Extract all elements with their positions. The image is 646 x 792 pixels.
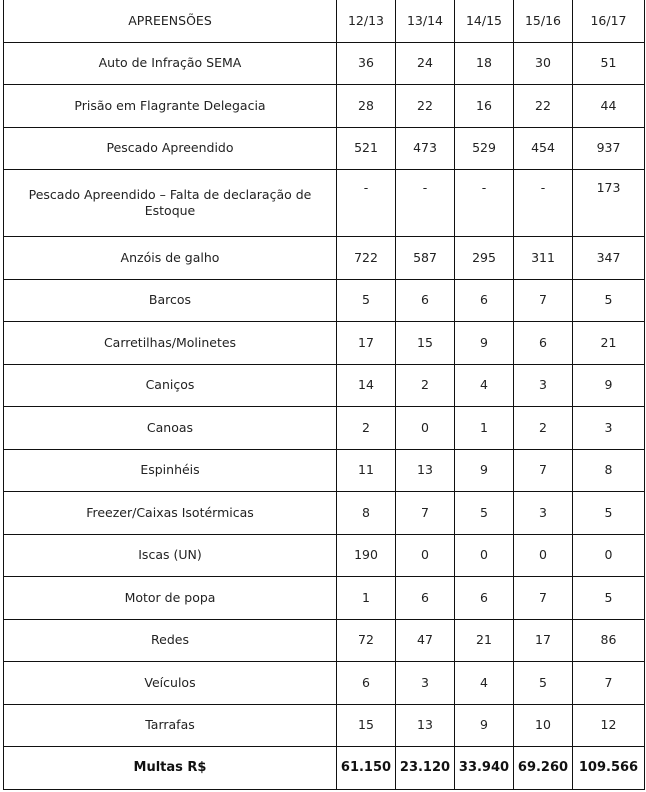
cell-value: - <box>514 170 573 237</box>
cell-value: 11 <box>337 449 396 492</box>
total-row <box>4 747 645 790</box>
cell-value: 0 <box>396 407 455 450</box>
cell-value: 7 <box>573 662 645 705</box>
cell-value: 7 <box>514 279 573 322</box>
cell-value: 190 <box>337 534 396 577</box>
table-row <box>4 170 645 237</box>
cell-value: 5 <box>573 492 645 535</box>
total-value: 61.150 <box>337 747 396 790</box>
row-label: Motor de popa <box>4 577 337 620</box>
cell-value: 2 <box>396 364 455 407</box>
table-row <box>4 127 645 170</box>
cell-value: 2 <box>337 407 396 450</box>
row-label: Tarrafas <box>4 704 337 747</box>
total-value: 69.260 <box>514 747 573 790</box>
cell-value: 4 <box>455 662 514 705</box>
cell-value: 722 <box>337 237 396 280</box>
cell-value: - <box>337 170 396 237</box>
table-row <box>4 85 645 128</box>
table-row <box>4 662 645 705</box>
cell-value: 44 <box>573 85 645 128</box>
cell-value: 4 <box>455 364 514 407</box>
cell-value: 0 <box>573 534 645 577</box>
header-year: 13/14 <box>396 0 455 42</box>
cell-value: 3 <box>514 364 573 407</box>
row-label: Carretilhas/Molinetes <box>4 322 337 365</box>
row-label: Veículos <box>4 662 337 705</box>
table-row <box>4 407 645 450</box>
row-label: Canoas <box>4 407 337 450</box>
cell-value: 6 <box>337 662 396 705</box>
cell-value: 295 <box>455 237 514 280</box>
cell-value: 51 <box>573 42 645 85</box>
cell-value: 587 <box>396 237 455 280</box>
cell-value: 7 <box>514 449 573 492</box>
cell-value: 15 <box>396 322 455 365</box>
cell-value: 17 <box>514 619 573 662</box>
cell-value: 7 <box>514 577 573 620</box>
cell-value: 14 <box>337 364 396 407</box>
cell-value: 15 <box>337 704 396 747</box>
total-value: 23.120 <box>396 747 455 790</box>
cell-value: 18 <box>455 42 514 85</box>
cell-value: 5 <box>573 279 645 322</box>
cell-value: 21 <box>455 619 514 662</box>
row-label: Pescado Apreendido – Falta de declaração de Estoque <box>4 170 337 237</box>
table-row <box>4 42 645 85</box>
total-value: 109.566 <box>573 747 645 790</box>
cell-value: 9 <box>455 322 514 365</box>
row-label: Redes <box>4 619 337 662</box>
cell-value: 22 <box>396 85 455 128</box>
cell-value: 86 <box>573 619 645 662</box>
table-row <box>4 534 645 577</box>
cell-value: 454 <box>514 127 573 170</box>
cell-value: 6 <box>455 279 514 322</box>
cell-value: 24 <box>396 42 455 85</box>
cell-value: 16 <box>455 85 514 128</box>
cell-value: 347 <box>573 237 645 280</box>
cell-value: 9 <box>455 704 514 747</box>
table-row <box>4 704 645 747</box>
table-row <box>4 449 645 492</box>
cell-value: 5 <box>337 279 396 322</box>
header-year: 12/13 <box>337 0 396 42</box>
row-label: Pescado Apreendido <box>4 127 337 170</box>
cell-value: 1 <box>337 577 396 620</box>
row-label: Barcos <box>4 279 337 322</box>
cell-value: 311 <box>514 237 573 280</box>
row-label: Iscas (UN) <box>4 534 337 577</box>
cell-value: 17 <box>337 322 396 365</box>
cell-value: 8 <box>573 449 645 492</box>
cell-value: 0 <box>455 534 514 577</box>
header-year: 14/15 <box>455 0 514 42</box>
cell-value: 173 <box>573 170 645 237</box>
cell-value: 473 <box>396 127 455 170</box>
cell-value: 5 <box>573 577 645 620</box>
header-row <box>4 0 645 42</box>
cell-value: 0 <box>396 534 455 577</box>
cell-value: 0 <box>514 534 573 577</box>
total-value: 33.940 <box>455 747 514 790</box>
cell-value: 5 <box>455 492 514 535</box>
cell-value: 6 <box>455 577 514 620</box>
cell-value: 529 <box>455 127 514 170</box>
row-label: Prisão em Flagrante Delegacia <box>4 85 337 128</box>
cell-value: 30 <box>514 42 573 85</box>
cell-value: 1 <box>455 407 514 450</box>
cell-value: 10 <box>514 704 573 747</box>
header-year: 15/16 <box>514 0 573 42</box>
table-row <box>4 322 645 365</box>
apreensoes-table <box>3 0 645 790</box>
cell-value: 9 <box>573 364 645 407</box>
row-label: Freezer/Caixas Isotérmicas <box>4 492 337 535</box>
cell-value: 521 <box>337 127 396 170</box>
cell-value: 3 <box>573 407 645 450</box>
cell-value: 3 <box>514 492 573 535</box>
cell-value: 6 <box>396 577 455 620</box>
cell-value: 6 <box>514 322 573 365</box>
table-row <box>4 237 645 280</box>
cell-value: 72 <box>337 619 396 662</box>
cell-value: - <box>396 170 455 237</box>
table-row <box>4 364 645 407</box>
row-label: Espinhéis <box>4 449 337 492</box>
total-label: Multas R$ <box>4 747 337 790</box>
cell-value: 7 <box>396 492 455 535</box>
cell-value: 12 <box>573 704 645 747</box>
header-year: 16/17 <box>573 0 645 42</box>
cell-value: 8 <box>337 492 396 535</box>
table-row <box>4 619 645 662</box>
cell-value: 22 <box>514 85 573 128</box>
cell-value: 13 <box>396 449 455 492</box>
cell-value: 2 <box>514 407 573 450</box>
cell-value: 28 <box>337 85 396 128</box>
cell-value: 9 <box>455 449 514 492</box>
header-label: APREENSÕES <box>4 0 337 42</box>
row-label: Auto de Infração SEMA <box>4 42 337 85</box>
cell-value: - <box>455 170 514 237</box>
cell-value: 3 <box>396 662 455 705</box>
table-row <box>4 492 645 535</box>
cell-value: 21 <box>573 322 645 365</box>
table-row <box>4 577 645 620</box>
cell-value: 5 <box>514 662 573 705</box>
cell-value: 937 <box>573 127 645 170</box>
cell-value: 6 <box>396 279 455 322</box>
row-label: Anzóis de galho <box>4 237 337 280</box>
table-row <box>4 279 645 322</box>
cell-value: 36 <box>337 42 396 85</box>
cell-value: 47 <box>396 619 455 662</box>
cell-value: 13 <box>396 704 455 747</box>
row-label: Caniços <box>4 364 337 407</box>
